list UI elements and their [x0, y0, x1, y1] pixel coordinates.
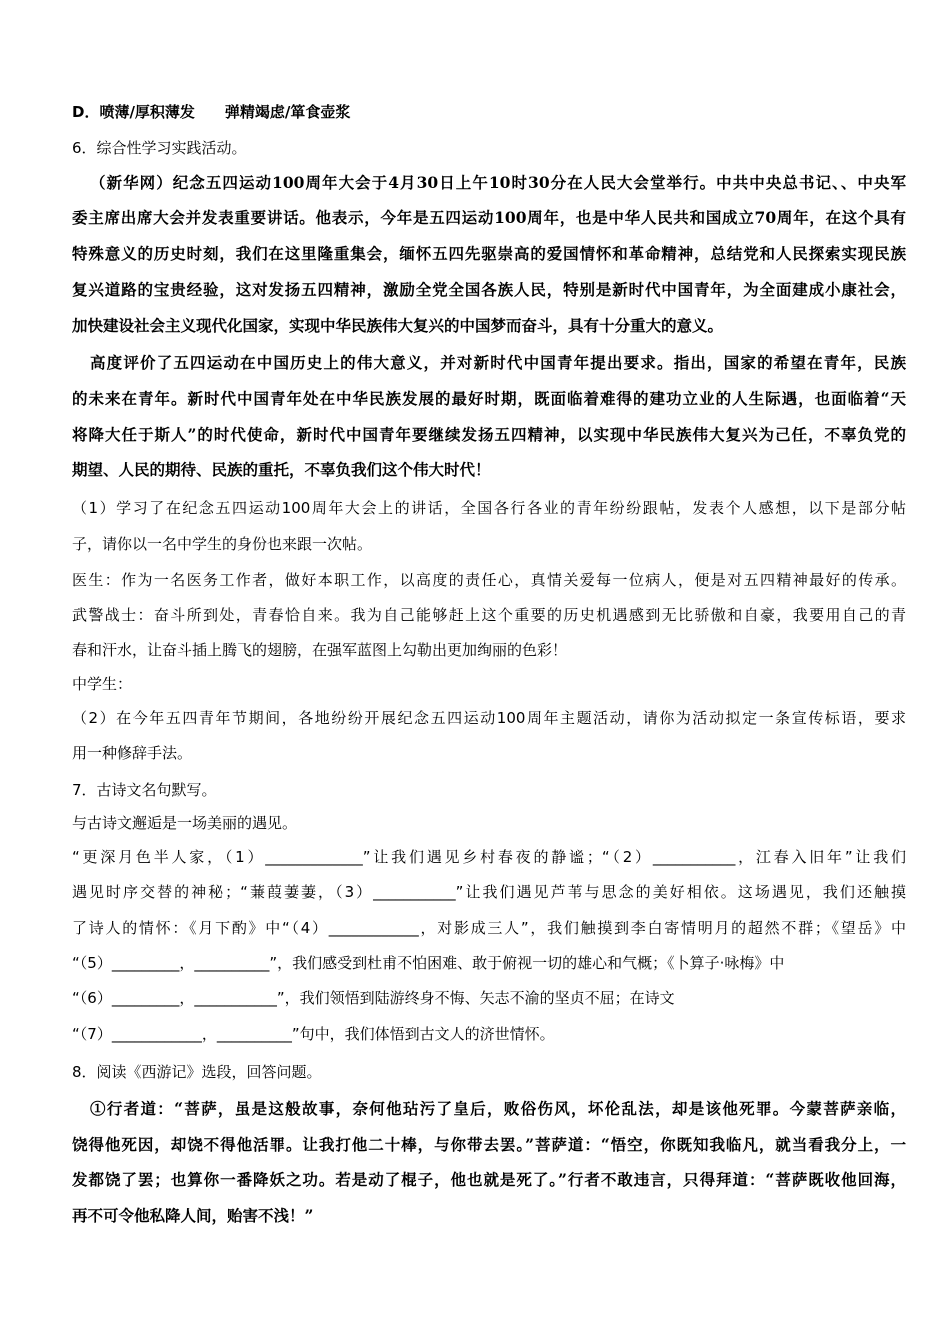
news-paragraph-line: 将降大任于斯人”的时代使命，新时代中国青年要继续发扬五四精神，以实现中华民族伟大复兴为己任，不辜负党的 [72, 425, 906, 444]
excerpt-line: 饶得他死因，却饶不得他活罪。让我打他二十棒，与你带去罢。”菩萨道：“悟空，你既知我临凡，就当看我分上，一 [72, 1135, 906, 1154]
subquestion-1-cont: 子，请你以一名中学生的身份也来跟一次帖。 [72, 535, 373, 553]
option-d: D．喷薄/厚积薄发 弹精竭虑/箪食壶浆 [72, 103, 351, 121]
subquestion-2-cont: 用一种修辞手法。 [72, 744, 193, 762]
excerpt-line: ①行者道：“菩萨，虽是这般故事，奈何他玷污了皇后，败俗伤风，坏伦乱法，却是该他死罪。今蒙菩萨亲临， [90, 1099, 906, 1118]
poem-fill-line: “（5）_________，__________”，我们感受到杜甫不怕困难、敢于俯视一切的雄心和气概；《卜算子·咏梅》中 [72, 954, 785, 972]
news-paragraph-line: 复兴道路的宝贵经验，这对发扬五四精神，激励全党全国各族人民，特别是新时代中国青年，为全面建成小康社会， [72, 280, 906, 299]
student-post-label: 中学生： [72, 675, 133, 693]
question-7-title: 7．古诗文名句默写。 [72, 781, 217, 799]
news-paragraph-line: 的未来在青年。新时代中国青年处在中华民族发展的最好时期，既面临着难得的建功立业的人生际遇，也面临着“天 [72, 389, 906, 408]
poem-fill-line: “（6）_________，___________”，我们领悟到陆游终身不悔、矢志不渝的坚贞不屈；在诗文 [72, 989, 675, 1007]
soldier-post-cont: 春和汗水，让奋斗插上腾飞的翅膀，在强军蓝图上勾勒出更加绚丽的色彩！ [72, 641, 568, 659]
question-7-intro: 与古诗文邂逅是一场美丽的遇见。 [72, 814, 298, 832]
question-6-title: 6．综合性学习实践活动。 [72, 139, 247, 157]
news-paragraph-line: 委主席出席大会并发表重要讲话。他表示，今年是五四运动100周年，也是中华人民共和国成立70周年，在这个具有 [72, 208, 906, 227]
news-paragraph-line: 高度评价了五四运动在中国历史上的伟大意义，并对新时代中国青年提出要求。指出，国家的希望在青年，民族 [90, 353, 906, 372]
doctor-post: 医生：作为一名医务工作者，做好本职工作，以高度的责任心，真情关爱每一位病人，便是对五四精神最好的传承。 [72, 571, 906, 589]
news-paragraph-line: 加快建设社会主义现代化国家，实现中华民族伟大复兴的中国梦而奋斗，具有十分重大的意义。 [72, 316, 724, 335]
news-paragraph-line: 期望、人民的期待、民族的重托，不辜负我们这个伟大时代！ [72, 460, 491, 479]
excerpt-line: 再不可令他私降人间，贻害不浅！” [72, 1206, 314, 1225]
poem-fill-line: 遇见时序交替的神秘；“蒹葭萋萋，（3）___________”让我们遇见芦苇与思念的美好相依。这场遇见，我们还触摸 [72, 883, 906, 901]
subquestion-2: （2）在今年五四青年节期间，各地纷纷开展纪念五四运动100周年主题活动，请你为活动拟定一条宣传标语，要求 [72, 709, 906, 727]
poem-fill-line: “更深月色半人家，（1）_____________”让我们遇见乡村春夜的静谧；“（2）___________，江春入旧年”让我们 [72, 848, 906, 866]
news-paragraph-line: 特殊意义的历史时刻，我们在这里隆重集会，缅怀五四先驱崇高的爱国情怀和革命精神，总结党和人民探索实现民族 [72, 244, 906, 263]
soldier-post: 武警战士：奋斗所到处，青春恰自来。我为自己能够赶上这个重要的历史机遇感到无比骄傲和自豪，我要用自己的青 [72, 606, 906, 624]
poem-fill-line: 了诗人的情怀：《月下酌》中“（4）____________，对影成三人”，我们触摸到李白寄情明月的超然不群；《望岳》中 [72, 919, 906, 937]
news-paragraph-line: （新华网）纪念五四运动100周年大会于4月30日上午10时30分在人民大会堂举行。中共中央总书记、、中央军 [90, 173, 906, 192]
question-8-title: 8．阅读《西游记》选段，回答问题。 [72, 1063, 322, 1081]
poem-fill-line: “（7）____________，__________”句中，我们体悟到古文人的济世情怀。 [72, 1025, 555, 1043]
excerpt-line: 发都饶了罢；也算你一番降妖之功。若是动了棍子，他也就是死了。”行者不敢违言，只得拜道：“菩萨既收他回海， [72, 1170, 906, 1189]
subquestion-1: （1）学习了在纪念五四运动100周年大会上的讲话，全国各行各业的青年纷纷跟帖，发表个人感想，以下是部分帖 [72, 499, 906, 517]
